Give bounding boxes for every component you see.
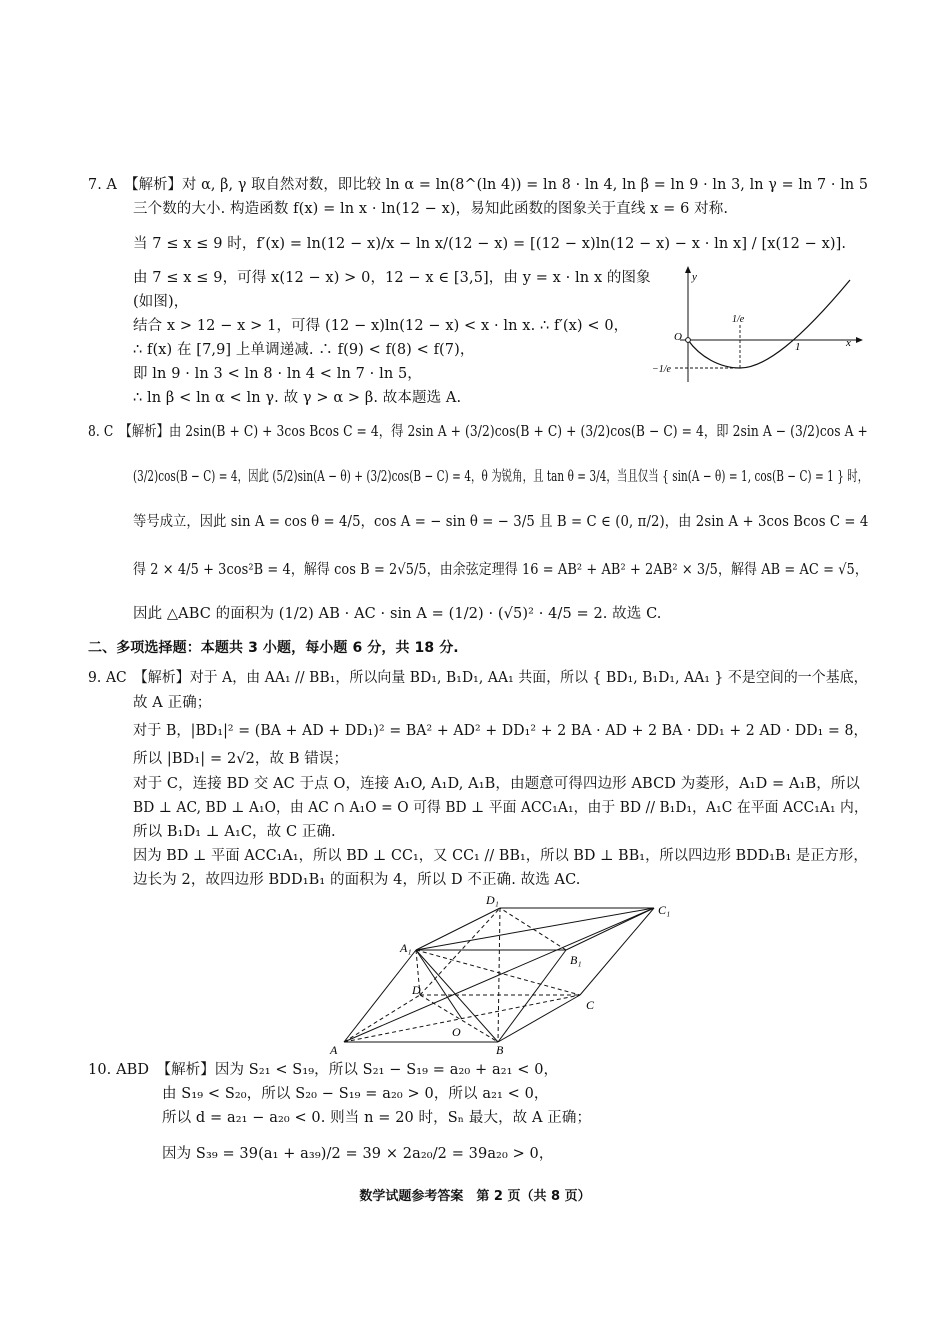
edge-b1c1 — [566, 908, 654, 950]
section-title: 二、多项选择题：本题共 3 小题，每小题 6 分，共 18 分. — [88, 640, 459, 656]
edge-ad — [344, 995, 420, 1042]
q7-line-7: ∴ f(x) 在 [7,9] 上单调递减. ∴ f(9) < f(8) < f(7)， — [133, 342, 475, 358]
label-a1: A₁ — [400, 941, 412, 955]
q10-line-2: 由 S₁₉ < S₂₀，所以 S₂₀ − S₁₉ = a₂₀ > 0，所以 a₂₁ < 0， — [162, 1086, 549, 1102]
origin-point — [686, 338, 691, 343]
q9-line-9: 边长为 2，故四边形 BDD₁B₁ 的面积为 4，所以 D 不正确. 故选 AC. — [133, 872, 581, 888]
label-a: A — [330, 1043, 338, 1057]
min-y-label: −1/e — [652, 364, 671, 375]
min-x-label: 1/e — [732, 314, 745, 325]
q10-line-4: 因为 S₃₉ = 39(a₁ + a₃₉)/2 = 39 × 2a₂₀/2 = 39a₂₀ > 0， — [162, 1146, 554, 1162]
parallelepiped-figure — [320, 888, 700, 1058]
seg-ac1 — [344, 908, 654, 1042]
edge-cc1 — [580, 908, 654, 995]
q9-line-3: 对于 B，|BD₁|² = (BA + AD + DD₁)² = BA² + AD² + DD₁² + 2 BA · AD + 2 BA · DD₁ + 2 AD · DD₁ = 8， — [133, 723, 868, 739]
label-d: D — [412, 983, 421, 997]
origin-label: O — [674, 331, 682, 343]
edge-bb1 — [498, 950, 566, 1042]
q7-line-6: 结合 x > 12 − x > 1，可得 (12 − x)ln(12 − x) < x · ln x. ∴ f′(x) < 0， — [133, 318, 629, 334]
edge-d1a1 — [416, 908, 500, 950]
q8-line-1: 8. C 【解析】由 2sin(B + C) + 3cos Bcos C = 4，得 2sin A + (3/2)cos(B + C) + (3/2)cos(B − C) = 4，即 2sin A − (3/2)cos A + — [88, 424, 868, 440]
q7-line-9: ∴ ln β < ln α < ln γ. 故 γ > α > β. 故本题选 A. — [133, 390, 462, 406]
label-c1: C₁ — [658, 903, 671, 917]
q7-line-1: 7. A 【解析】对 α, β, γ 取自然对数，即比较 ln α = ln(8^(ln 4)) = ln 8 · ln 4, ln β = ln 9 · ln 3, ln γ = ln 7 · ln 5 — [88, 177, 869, 193]
diag-a1c1 — [416, 908, 654, 950]
q7-line-3: 当 7 ≤ x ≤ 9 时，f′(x) = ln(12 − x)/x − ln x/(12 − x) = [(12 − x)ln(12 − x) − x · ln x] / [x(12 − x)]. — [133, 236, 847, 252]
curve — [688, 280, 850, 368]
edge-bc — [498, 995, 580, 1042]
q9-line-2: 故 A 正确； — [133, 695, 212, 711]
page-footer: 数学试题参考答案 第 2 页（共 8 页） — [359, 1189, 591, 1204]
xlnx-graph — [650, 262, 865, 387]
q9-line-5: 对于 C，连接 BD 交 AC 于点 O，连接 A₁O, A₁D, A₁B，由题意可得四边形 ABCD 为菱形，A₁D = A₁B，所以 — [133, 776, 861, 792]
q10-line-3: 所以 d = a₂₁ − a₂₀ < 0. 则当 n = 20 时，Sₙ 最大，故 A 正确； — [162, 1110, 592, 1126]
label-b: B — [496, 1043, 504, 1057]
q8-line-5: 因此 △ABC 的面积为 (1/2) AB · AC · sin A = (1/2) · (√5)² · 4/5 = 2. 故选 C. — [133, 606, 662, 622]
seg-a1o — [416, 950, 462, 1019]
q7-line-5: (如图)， — [133, 294, 189, 310]
q7-line-8: 即 ln 9 · ln 3 < ln 8 · ln 4 < ln 7 · ln 5， — [133, 366, 422, 382]
edge-aa1 — [344, 950, 416, 1042]
q9-line-7: 所以 B₁D₁ ⊥ A₁C，故 C 正确. — [133, 824, 336, 840]
q10-line-1: 10. ABD 【解析】因为 S₂₁ < S₁₉，所以 S₂₁ − S₁₉ = a₂₀ + a₂₁ < 0， — [88, 1062, 559, 1078]
q9-line-6: BD ⊥ AC, BD ⊥ A₁O，由 AC ∩ A₁O = O 可得 BD ⊥ 平面 ACC₁A₁，由于 BD // B₁D₁，A₁C 在平面 ACC₁A₁ 内， — [133, 800, 868, 816]
q9-line-1: 9. AC 【解析】对于 A，由 AA₁ // BB₁，所以向量 BD₁, B₁D₁, AA₁ 共面，所以 { BD₁, B₁D₁, AA₁ } 不是空间的一个基底， — [88, 670, 868, 686]
q9-line-4: 所以 |BD₁| = 2√2，故 B 错误； — [133, 751, 349, 767]
y-label: y — [692, 271, 697, 283]
q7-line-4: 由 7 ≤ x ≤ 9，可得 x(12 − x) > 0，12 − x ∈ [3,5]，由 y = x · ln x 的图象 — [133, 270, 651, 286]
q9-line-8: 因为 BD ⊥ 平面 ACC₁A₁，所以 BD ⊥ CC₁，又 CC₁ // BB₁，所以 BD ⊥ BB₁，所以四边形 BDD₁B₁ 是正方形， — [133, 848, 868, 864]
q8-line-3: 等号成立，因此 sin A = cos θ = 4/5，cos A = − sin θ = − 3/5 且 B = C ∈ (0, π/2)，由 2sin A + 3cos Bcos C = 4 — [133, 514, 869, 530]
label-o: O — [452, 1025, 461, 1039]
one-label: 1 — [795, 341, 801, 353]
label-d1: D₁ — [486, 893, 499, 907]
q7-line-2: 三个数的大小. 构造函数 f(x) = ln x · ln(12 − x)，易知此函数的图象关于直线 x = 6 对称. — [133, 201, 729, 217]
label-b1: B₁ — [570, 953, 582, 967]
q8-line-4: 得 2 × 4/5 + 3cos²B = 4，解得 cos B = 2√5/5，由余弦定理得 16 = AB² + AB² + 2AB² × 3/5，解得 AB = AC = √5， — [133, 562, 868, 578]
q8-line-2: (3/2)cos(B − C) = 4，因此 (5/2)sin(A − θ) + (3/2)cos(B − C) = 4，θ 为锐角，且 tan θ = 3/4，当且仅当 { sin(A − θ) = 1, cos(B − C) = 1 } 时， — [133, 469, 869, 485]
label-c: C — [586, 998, 595, 1012]
y-axis-arrow — [685, 266, 691, 273]
x-axis-arrow — [856, 337, 863, 343]
edge-dd1 — [420, 908, 500, 995]
x-label: x — [846, 337, 851, 349]
